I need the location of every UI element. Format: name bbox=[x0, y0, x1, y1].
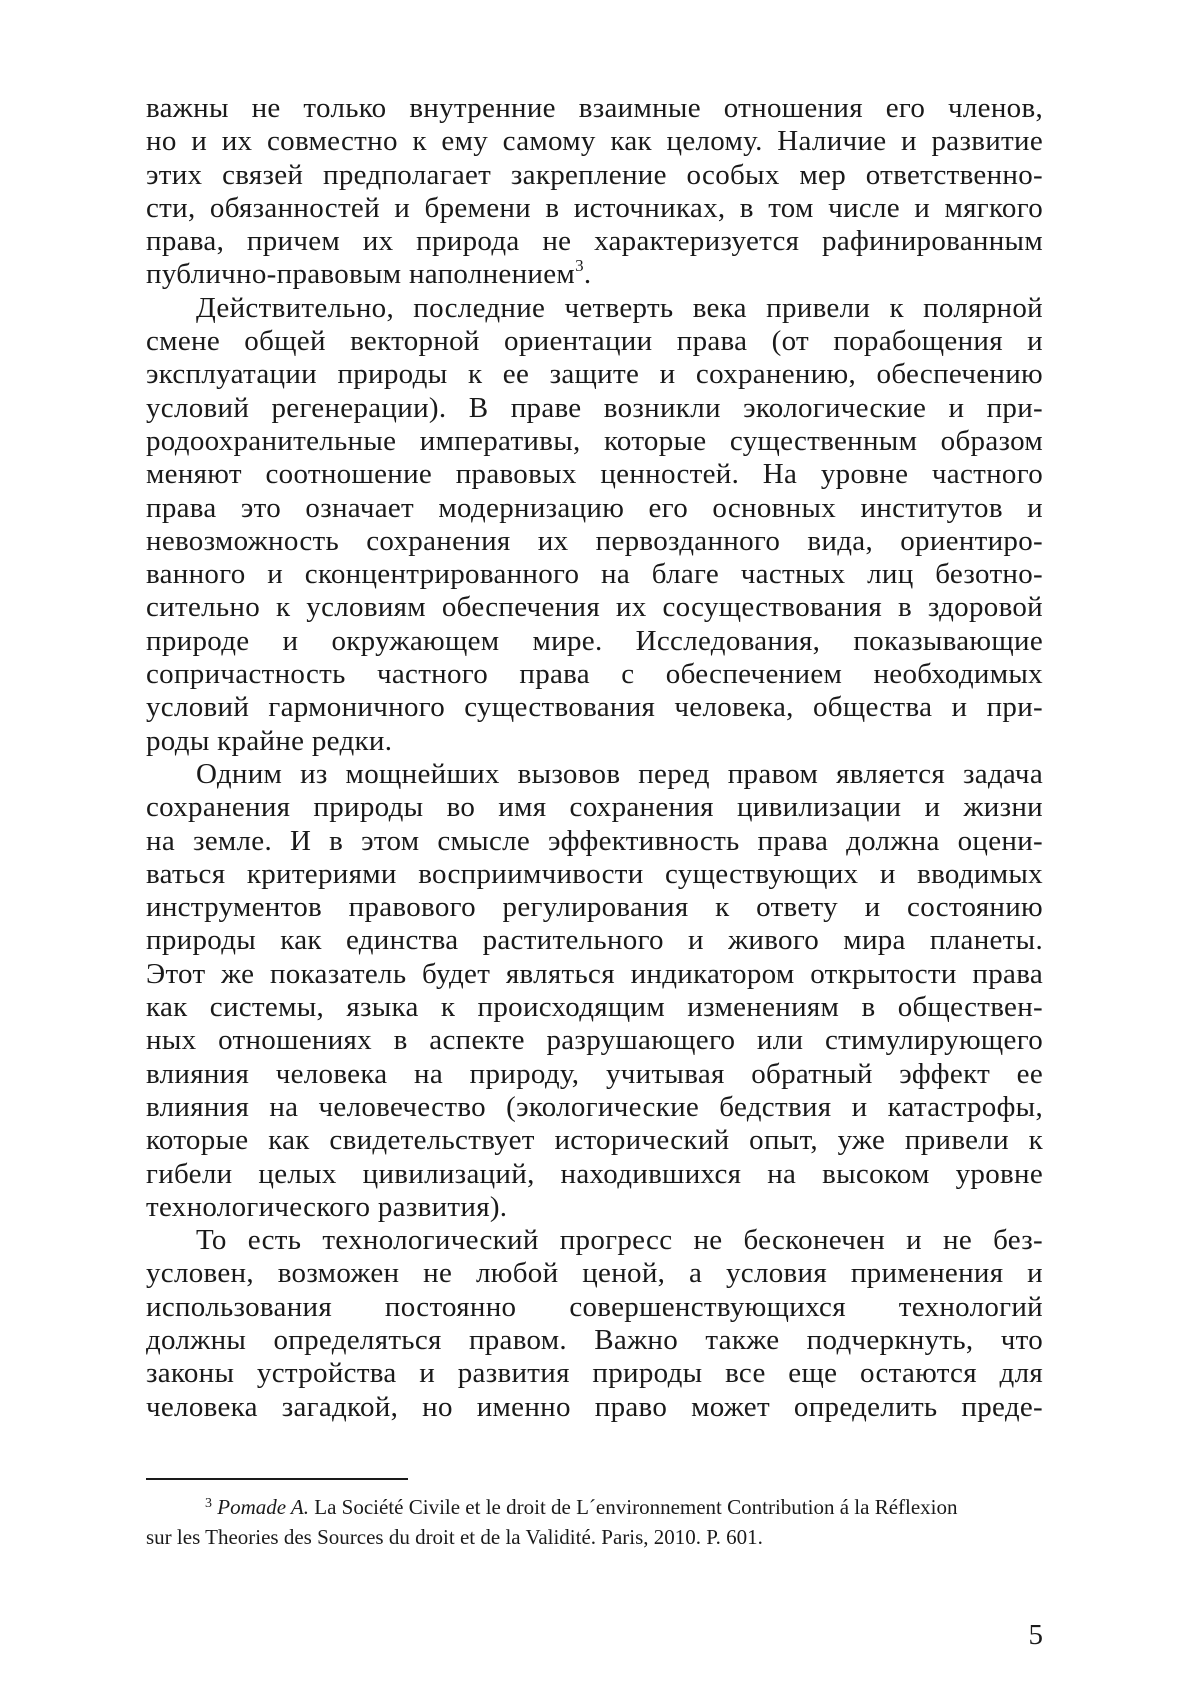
paragraph-last-line: технологического развития). bbox=[146, 1191, 1043, 1224]
text-line: права, причем их природа не характеризуется рафинированным bbox=[146, 225, 1043, 258]
text-line: условий гармоничного существования человека, общества и при- bbox=[146, 691, 1043, 724]
text-line: сительно к условиям обеспечения их сосуществования в здоровой bbox=[146, 591, 1043, 624]
text-line: условий регенерации). В праве возникли экологические и при- bbox=[146, 392, 1043, 425]
paragraph-first-line: Действительно, последние четверть века привели к полярной bbox=[146, 292, 1043, 325]
document-page bbox=[0, 0, 1200, 1703]
footnote-number: 3 bbox=[205, 1496, 212, 1511]
text-line: ванного и сконцентрированного на благе частных лиц безотно- bbox=[146, 558, 1043, 591]
footnote-reference[interactable]: 3 bbox=[575, 256, 584, 275]
text-line: ных отношениях в аспекте разрушающего или стимулирующего bbox=[146, 1024, 1043, 1057]
footnote-line bbox=[146, 1492, 1043, 1522]
text-line: как системы, языка к происходящим изменениям в обществен- bbox=[146, 991, 1043, 1024]
text-line: влияния на человечество (экологические бедствия и катастрофы, bbox=[146, 1091, 1043, 1124]
text-line: природы как единства растительного и живого мира планеты. bbox=[146, 924, 1043, 957]
footnote-text: La Société Civile et le droit de L´environnement Contribution á la Réflexion bbox=[309, 1495, 958, 1519]
paragraph-first-line: То есть технологический прогресс не бесконечен и не без- bbox=[146, 1224, 1043, 1257]
sentence-period: . bbox=[584, 258, 592, 290]
text-line: важны не только внутренние взаимные отношения его членов, bbox=[146, 92, 1043, 125]
text-line: влияния человека на природу, учитывая обратный эффект ее bbox=[146, 1058, 1043, 1091]
text-line: этих связей предполагает закрепление особых мер ответственно- bbox=[146, 159, 1043, 192]
text-line: условен, возможен не любой ценой, а условия применения и bbox=[146, 1257, 1043, 1290]
text-line: на земле. И в этом смысле эффективность права должна оцени- bbox=[146, 825, 1043, 858]
text-line: сти, обязанностей и бремени в источниках, в том числе и мягкого bbox=[146, 192, 1043, 225]
text-line-with-footnote-ref bbox=[146, 258, 1043, 291]
footnote-separator bbox=[146, 1478, 408, 1480]
main-text bbox=[146, 92, 1043, 1424]
page-number: 5 bbox=[1029, 1618, 1044, 1652]
text-line: должны определяться правом. Важно также подчеркнуть, что bbox=[146, 1324, 1043, 1357]
text-line: человека загадкой, но именно право может определить преде- bbox=[146, 1391, 1043, 1424]
text-line: права это означает модернизацию его основных институтов и bbox=[146, 492, 1043, 525]
paragraph-last-line: роды крайне редки. bbox=[146, 725, 1043, 758]
text-line: гибели целых цивилизаций, находившихся на высоком уровне bbox=[146, 1158, 1043, 1191]
text-line: невозможность сохранения их первозданного вида, ориентиро- bbox=[146, 525, 1043, 558]
footnote bbox=[146, 1492, 1043, 1552]
text-line: но и их совместно к ему самому как целому. Наличие и развитие bbox=[146, 125, 1043, 158]
text-line: инструментов правового регулирования к ответу и состоянию bbox=[146, 891, 1043, 924]
text-line: сопричастность частного права с обеспечением необходимых bbox=[146, 658, 1043, 691]
text-line: которые как свидетельствует исторический опыт, уже привели к bbox=[146, 1124, 1043, 1157]
footnote-line: sur les Theories des Sources du droit et de la Validité. Paris, 2010. P. 601. bbox=[146, 1522, 1043, 1552]
footnote-author: Pomade A. bbox=[217, 1495, 309, 1519]
text-line-content: публично-правовым наполнением bbox=[146, 258, 575, 290]
text-line: смене общей векторной ориентации права (от порабощения и bbox=[146, 325, 1043, 358]
text-line: законы устройства и развития природы все еще остаются для bbox=[146, 1357, 1043, 1390]
paragraph-first-line: Одним из мощнейших вызовов перед правом является задача bbox=[146, 758, 1043, 791]
text-line: Этот же показатель будет являться индикатором открытости права bbox=[146, 958, 1043, 991]
text-line: сохранения природы во имя сохранения цивилизации и жизни bbox=[146, 791, 1043, 824]
text-line: природе и окружающем мире. Исследования, показывающие bbox=[146, 625, 1043, 658]
text-line: эксплуатации природы к ее защите и сохранению, обеспечению bbox=[146, 358, 1043, 391]
text-line: родоохранительные императивы, которые существенным образом bbox=[146, 425, 1043, 458]
text-line: ваться критериями восприимчивости существующих и вводимых bbox=[146, 858, 1043, 891]
text-line: меняют соотношение правовых ценностей. На уровне частного bbox=[146, 458, 1043, 491]
text-line: использования постоянно совершенствующихся технологий bbox=[146, 1291, 1043, 1324]
